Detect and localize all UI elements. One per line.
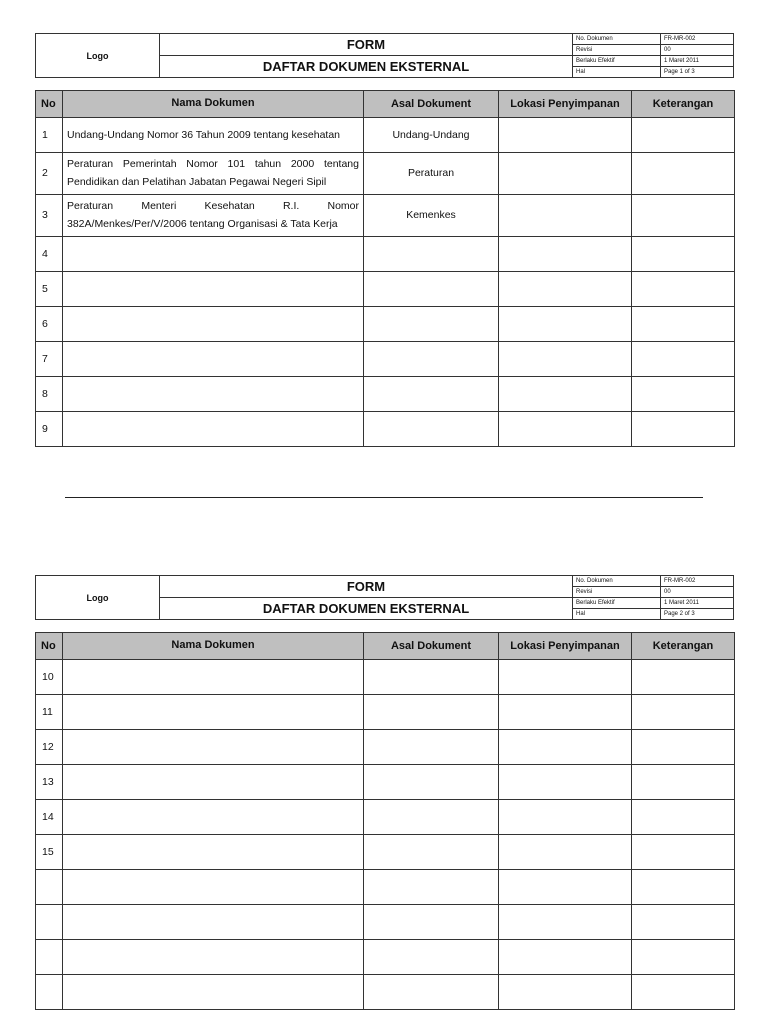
meta-value-berlaku-efektif: 1 Maret 2011 (661, 56, 734, 67)
table-row (36, 905, 735, 940)
column-header-asal-dokument: Asal Dokument (364, 91, 499, 118)
meta-value-hal: Page 2 of 3 (661, 609, 734, 620)
cell-lokasi-penyimpanan[interactable] (499, 765, 632, 800)
logo-placeholder: Logo (36, 34, 160, 78)
cell-no: 9 (36, 411, 63, 446)
cell-keterangan[interactable] (632, 271, 735, 306)
cell-keterangan[interactable] (632, 153, 735, 195)
table-row (36, 870, 735, 905)
cell-lokasi-penyimpanan[interactable] (499, 118, 632, 153)
cell-nama-dokumen[interactable] (63, 411, 364, 446)
table-row (36, 940, 735, 975)
cell-nama-dokumen[interactable] (63, 835, 364, 870)
table-row (36, 194, 735, 236)
document-header-page-1 (35, 33, 734, 78)
cell-lokasi-penyimpanan[interactable] (499, 271, 632, 306)
cell-lokasi-penyimpanan[interactable] (499, 194, 632, 236)
document-table-page-2 (35, 632, 735, 1010)
cell-keterangan[interactable] (632, 695, 735, 730)
cell-keterangan[interactable] (632, 660, 735, 695)
meta-value-no-dokumen: FR-MR-002 (661, 576, 734, 587)
cell-nama-dokumen[interactable] (63, 236, 364, 271)
cell-nama-dokumen[interactable] (63, 376, 364, 411)
cell-nama-dokumen[interactable]: Undang-Undang Nomor 36 Tahun 2009 tentang kesehatan (63, 118, 364, 153)
cell-asal-dokument[interactable] (364, 940, 499, 975)
column-header-nama-dokumen: Nama Dokumen (63, 91, 364, 118)
cell-asal-dokument[interactable] (364, 870, 499, 905)
cell-no: 13 (36, 765, 63, 800)
cell-no: 4 (36, 236, 63, 271)
cell-lokasi-penyimpanan[interactable] (499, 975, 632, 1010)
cell-keterangan[interactable] (632, 118, 735, 153)
cell-keterangan[interactable] (632, 800, 735, 835)
column-header-keterangan: Keterangan (632, 91, 735, 118)
table-row (36, 306, 735, 341)
cell-asal-dokument[interactable] (364, 306, 499, 341)
cell-no: 3 (36, 194, 63, 236)
cell-asal-dokument[interactable] (364, 411, 499, 446)
column-header-lokasi-penyimpanan: Lokasi Penyimpanan (499, 91, 632, 118)
table-row (36, 730, 735, 765)
cell-asal-dokument[interactable] (364, 376, 499, 411)
cell-nama-dokumen[interactable]: Peraturan Pemerintah Nomor 101 tahun 2000 tentang Pendidikan dan Pelatihan Jabatan Pegawai Negeri Sipil (63, 153, 364, 195)
meta-label-berlaku-efektif: Berlaku Efektif (573, 56, 661, 67)
cell-keterangan[interactable] (632, 194, 735, 236)
cell-asal-dokument[interactable] (364, 271, 499, 306)
table-row (36, 975, 735, 1010)
cell-nama-dokumen[interactable] (63, 765, 364, 800)
table-row (36, 341, 735, 376)
meta-value-revisi: 00 (661, 45, 734, 56)
form-title: FORM (160, 34, 573, 56)
page-divider (65, 497, 703, 498)
cell-lokasi-penyimpanan[interactable] (499, 870, 632, 905)
table-row (36, 153, 735, 195)
table-row (36, 800, 735, 835)
cell-keterangan[interactable] (632, 236, 735, 271)
cell-asal-dokument[interactable]: Peraturan (364, 153, 499, 195)
cell-lokasi-penyimpanan[interactable] (499, 660, 632, 695)
cell-keterangan[interactable] (632, 411, 735, 446)
column-header-no: No (36, 91, 63, 118)
cell-lokasi-penyimpanan[interactable] (499, 376, 632, 411)
table-row (36, 765, 735, 800)
cell-asal-dokument[interactable] (364, 835, 499, 870)
meta-label-no-dokumen: No. Dokumen (573, 576, 661, 587)
cell-keterangan[interactable] (632, 975, 735, 1010)
meta-label-revisi: Revisi (573, 45, 661, 56)
cell-asal-dokument[interactable]: Kemenkes (364, 194, 499, 236)
cell-keterangan[interactable] (632, 940, 735, 975)
cell-no: 1 (36, 118, 63, 153)
cell-asal-dokument[interactable] (364, 765, 499, 800)
cell-no: 5 (36, 271, 63, 306)
cell-keterangan[interactable] (632, 306, 735, 341)
cell-asal-dokument[interactable] (364, 905, 499, 940)
table-row (36, 660, 735, 695)
cell-keterangan[interactable] (632, 341, 735, 376)
table-row (36, 835, 735, 870)
cell-lokasi-penyimpanan[interactable] (499, 153, 632, 195)
cell-no: 6 (36, 306, 63, 341)
cell-keterangan[interactable] (632, 905, 735, 940)
cell-lokasi-penyimpanan[interactable] (499, 306, 632, 341)
table-row (36, 271, 735, 306)
cell-no (36, 975, 63, 1010)
meta-label-hal: Hal (573, 609, 661, 620)
cell-lokasi-penyimpanan[interactable] (499, 341, 632, 376)
cell-nama-dokumen[interactable] (63, 905, 364, 940)
cell-asal-dokument[interactable] (364, 730, 499, 765)
cell-keterangan[interactable] (632, 376, 735, 411)
meta-label-hal: Hal (573, 67, 661, 78)
cell-asal-dokument[interactable] (364, 236, 499, 271)
cell-no: 14 (36, 800, 63, 835)
table-header-row (36, 91, 735, 118)
cell-no: 12 (36, 730, 63, 765)
cell-nama-dokumen[interactable] (63, 870, 364, 905)
meta-label-revisi: Revisi (573, 587, 661, 598)
cell-nama-dokumen[interactable] (63, 695, 364, 730)
cell-no (36, 905, 63, 940)
column-header-keterangan: Keterangan (632, 633, 735, 660)
cell-keterangan[interactable] (632, 765, 735, 800)
table-row (36, 118, 735, 153)
logo-placeholder: Logo (36, 576, 160, 620)
column-header-no: No (36, 633, 63, 660)
cell-lokasi-penyimpanan[interactable] (499, 730, 632, 765)
cell-no: 11 (36, 695, 63, 730)
table-row (36, 695, 735, 730)
cell-nama-dokumen[interactable] (63, 730, 364, 765)
column-header-asal-dokument: Asal Dokument (364, 633, 499, 660)
meta-label-no-dokumen: No. Dokumen (573, 34, 661, 45)
document-header-page-2 (35, 575, 734, 620)
cell-keterangan[interactable] (632, 835, 735, 870)
cell-asal-dokument[interactable] (364, 800, 499, 835)
cell-nama-dokumen[interactable] (63, 800, 364, 835)
cell-asal-dokument[interactable] (364, 695, 499, 730)
cell-no: 8 (36, 376, 63, 411)
table-header-row (36, 633, 735, 660)
cell-lokasi-penyimpanan[interactable] (499, 411, 632, 446)
cell-nama-dokumen[interactable]: Peraturan Menteri Kesehatan R.I. Nomor 382A/Menkes/Per/V/2006 tentang Organisasi & Tata Kerja (63, 194, 364, 236)
column-header-nama-dokumen: Nama Dokumen (63, 633, 364, 660)
form-title: FORM (160, 576, 573, 598)
cell-no: 7 (36, 341, 63, 376)
cell-no: 2 (36, 153, 63, 195)
meta-value-berlaku-efektif: 1 Maret 2011 (661, 598, 734, 609)
cell-nama-dokumen[interactable] (63, 975, 364, 1010)
meta-value-no-dokumen: FR-MR-002 (661, 34, 734, 45)
table-row (36, 236, 735, 271)
form-subtitle: DAFTAR DOKUMEN EKSTERNAL (160, 598, 573, 620)
cell-asal-dokument[interactable]: Undang-Undang (364, 118, 499, 153)
cell-no: 10 (36, 660, 63, 695)
cell-no (36, 870, 63, 905)
table-row (36, 411, 735, 446)
cell-lokasi-penyimpanan[interactable] (499, 695, 632, 730)
cell-nama-dokumen[interactable] (63, 341, 364, 376)
cell-nama-dokumen[interactable] (63, 271, 364, 306)
meta-value-hal: Page 1 of 3 (661, 67, 734, 78)
cell-keterangan[interactable] (632, 730, 735, 765)
cell-nama-dokumen[interactable] (63, 306, 364, 341)
cell-lokasi-penyimpanan[interactable] (499, 800, 632, 835)
cell-asal-dokument[interactable] (364, 341, 499, 376)
cell-nama-dokumen[interactable] (63, 940, 364, 975)
form-subtitle: DAFTAR DOKUMEN EKSTERNAL (160, 56, 573, 78)
cell-keterangan[interactable] (632, 870, 735, 905)
cell-lokasi-penyimpanan[interactable] (499, 236, 632, 271)
cell-lokasi-penyimpanan[interactable] (499, 905, 632, 940)
cell-no: 15 (36, 835, 63, 870)
document-table-page-1 (35, 90, 735, 447)
cell-asal-dokument[interactable] (364, 660, 499, 695)
cell-lokasi-penyimpanan[interactable] (499, 940, 632, 975)
meta-label-berlaku-efektif: Berlaku Efektif (573, 598, 661, 609)
cell-asal-dokument[interactable] (364, 975, 499, 1010)
column-header-lokasi-penyimpanan: Lokasi Penyimpanan (499, 633, 632, 660)
table-row (36, 376, 735, 411)
cell-no (36, 940, 63, 975)
cell-lokasi-penyimpanan[interactable] (499, 835, 632, 870)
meta-value-revisi: 00 (661, 587, 734, 598)
cell-nama-dokumen[interactable] (63, 660, 364, 695)
